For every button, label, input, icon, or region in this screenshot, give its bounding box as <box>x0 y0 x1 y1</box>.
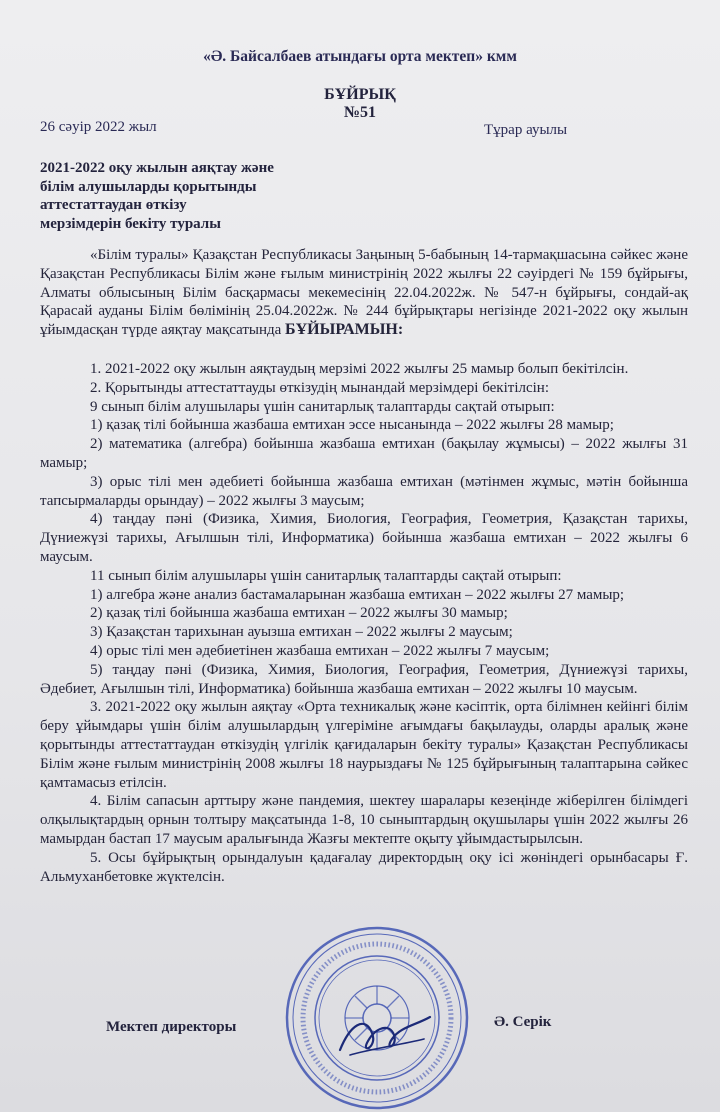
paragraph-1: 1. 2021-2022 оқу жылын аяқтаудың мерзімі 2022 жылғы 25 мамыр болып бекітілсін. <box>90 360 629 377</box>
subject-line: 2021-2022 оқу жылын аяқтау және <box>40 160 274 176</box>
subject-line: аттестаттаудан өткізу <box>40 197 187 213</box>
order-date: 26 сәуір 2022 жыл <box>40 119 157 135</box>
signature-position: Мектеп директоры <box>106 1019 237 1035</box>
imperative-word: БҰЙЫРАМЫН: <box>285 321 404 339</box>
paragraph-4: 4. Білім сапасын арттыру және пандемия, шектеу шаралары кезеңінде жіберілген білімдегі олқылықтардың орнын толтыру мақсатында 1-8, 10 сыныптардың оқушылары үшін 2022 жылғы 26 мамырдан бастап 17 маусым аралығында Жазғы мектепте оқыту ұйымдастырылсын. <box>40 793 688 847</box>
subject-line: мерзімдерін бекіту туралы <box>40 215 221 232</box>
grade11-item: 4) орыс тілі мен әдебиетінен жазбаша емтихан – 2022 жылғы 7 маусым; <box>90 642 550 659</box>
intro-text: «Білім туралы» Қазақстан Республикасы Заңының 5-бабының 14-тармақшасына сәйкес және Қазақстан Республикасы Білім және ғылым министрінің 2022 жылғы 22 сәуірдегі № 159 бұйрығы, Алматы облысының Білім басқармасы мекемесінің 22.04.2022ж. № 547-н бұйрығы, сондай-ақ Қарасай ауданы Білім бөлімінің 25.04.2022ж. № 244 бұйрықтары негізінде 2021-2022 оқу жылын ұйымдасқан түрде аяқтау мақсатында <box>40 247 688 339</box>
director-signature-icon <box>320 1005 440 1065</box>
grade11-item: 5) таңдау пәні (Физика, Химия, Биология, География, Геометрия, Дүниежүзі тарихы, Әдебиет, Ағылшын тілі, Информатика) бойынша жазбаша емтихан – 2022 жылғы 10 маусым. <box>40 661 688 697</box>
grade9-item: 1) қазақ тілі бойынша жазбаша емтихан эссе нысанында – 2022 жылғы 28 мамыр; <box>90 417 614 434</box>
signature-name: Ә. Серік <box>494 1014 552 1030</box>
subject-line: білім алушыларды қорытынды <box>40 178 257 195</box>
order-body <box>40 246 688 886</box>
order-number: №51 <box>343 104 377 121</box>
grade11-intro: 11 сынып білім алушылары үшін санитарлық талаптарды сақтай отырып: <box>90 567 562 584</box>
grade11-item: 2) қазақ тілі бойынша жазбаша емтихан – 2022 жылғы 30 мамыр; <box>90 605 508 622</box>
paragraph-3: 3. 2021-2022 оқу жылын аяқтау «Орта техникалық және кәсіптік, орта білімнен кейінгі білім беру ұйымдары үшін білім алушылардың үлгеріміне ағымдағы бақылауды, оларды аралық және қорытынды аттестаттаудан өткізудің үлгілік қағидаларын бекіту туралы» Қазақстан Республикасы Білім және ғылым министрінің 2008 жылғы 18 наурыздағы № 125 бұйрығының талаптарына сәйкес қамтамасыз етілсін. <box>40 699 688 791</box>
order-place: Тұрар ауылы <box>484 122 568 138</box>
order-title: БҰЙРЫҚ <box>324 86 396 103</box>
grade11-item: 1) алгебра және анализ бастамаларынан жазбаша емтихан – 2022 жылғы 27 мамыр; <box>90 586 625 603</box>
grade9-item: 4) таңдау пәні (Физика, Химия, Биология, География, Геометрия, Қазақстан тарихы, Дүниежүзі тарихы, Ағылшын тілі, Информатика) бойынша жазбаша емтихан – 2022 жылғы 6 маусым. <box>40 511 688 565</box>
intro-paragraph <box>40 246 688 340</box>
grade9-intro: 9 сынып білім алушылары үшін санитарлық талаптарды сақтай отырып: <box>90 398 555 415</box>
grade11-item: 3) Қазақстан тарихынан ауызша емтихан – 2022 жылғы 2 маусым; <box>90 624 513 641</box>
organization-name: «Ә. Байсалбаев атындағы орта мектеп» кмм <box>203 48 517 65</box>
paragraph-2: 2. Қорытынды аттестаттауды өткізудің мынандай мерзімдері бекітілсін: <box>90 379 549 396</box>
grade9-item: 2) математика (алгебра) бойынша жазбаша емтихан (бақылау жұмысы) – 2022 жылғы 31 мамыр; <box>40 436 688 471</box>
order-subject <box>40 159 340 233</box>
grade9-item: 3) орыс тілі мен әдебиеті бойынша жазбаша емтихан (мәтінмен жұмыс, мәтін бойынша тапсырмаларды орындау) – 2022 жылғы 3 маусым; <box>40 473 688 509</box>
paragraph-5: 5. Осы бұйрықтың орындалуын қадағалау директордың оқу ісі жөніндегі орынбасары Ғ. Альмуханбетовке жүктелсін. <box>40 849 688 885</box>
